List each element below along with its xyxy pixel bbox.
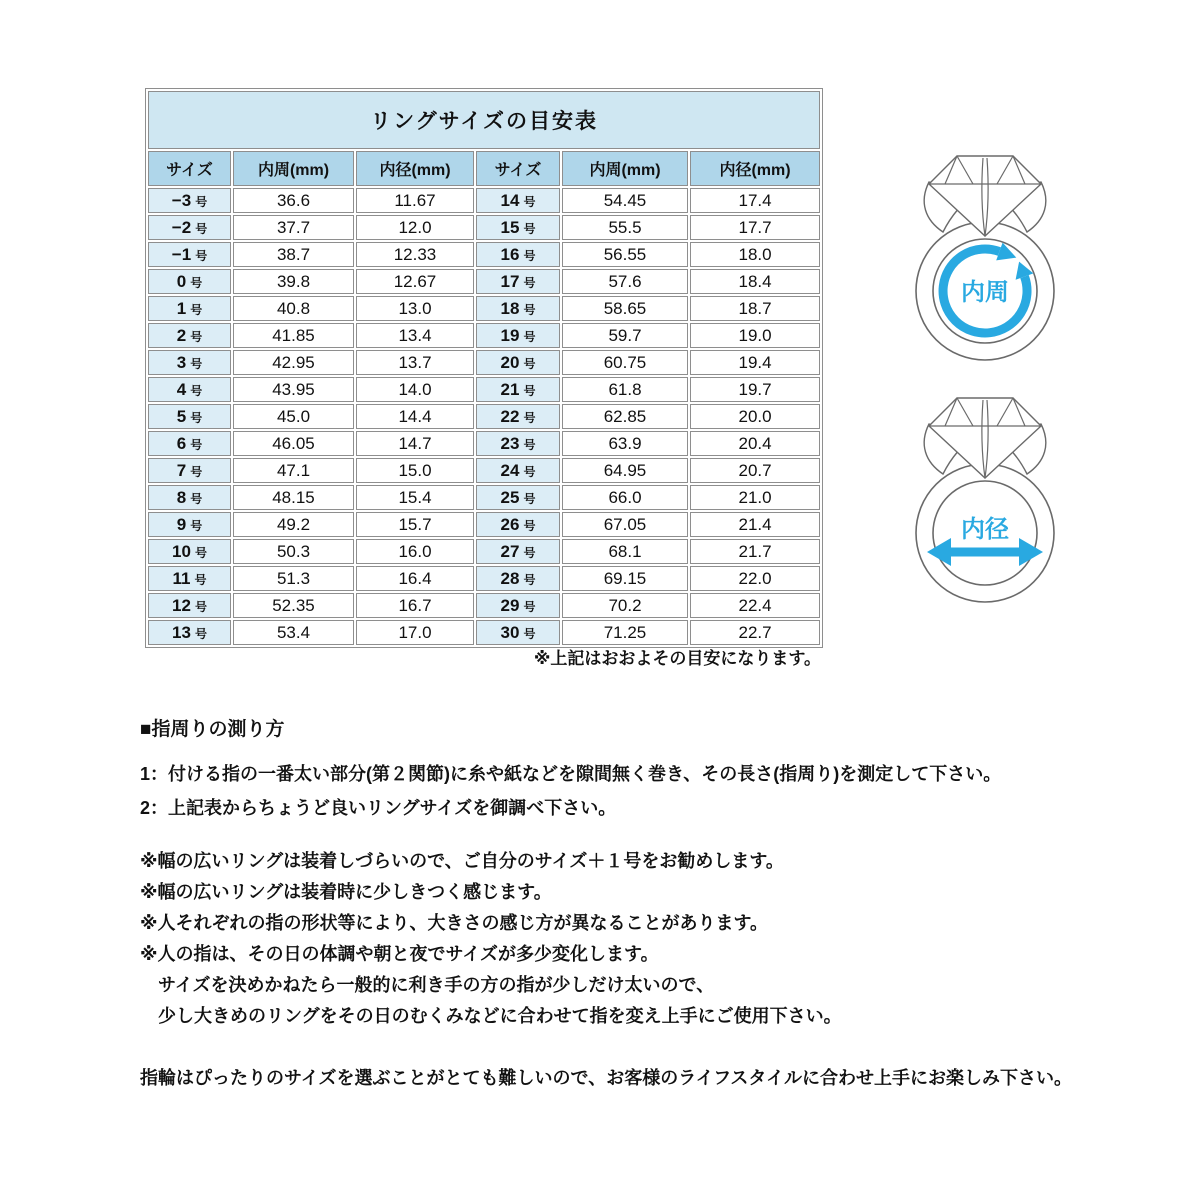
size-cell: 6 号 <box>148 431 231 456</box>
circumference-cell: 60.75 <box>562 350 688 375</box>
table-title: リングサイズの目安表 <box>148 91 820 149</box>
diameter-cell: 18.4 <box>690 269 820 294</box>
diameter-cell: 17.7 <box>690 215 820 240</box>
note-line-2: ※幅の広いリングは装着時に少しきつく感じます。 <box>140 882 552 902</box>
table-row <box>148 539 820 564</box>
table-row <box>148 620 820 645</box>
circumference-cell: 64.95 <box>562 458 688 483</box>
size-cell: 27 号 <box>476 539 560 564</box>
ring-with-diamond-icon <box>905 150 1065 365</box>
note-line-6: 少し大きめのリングをその日のむくみなどに合わせて指を変え上手にご使用下さい。 <box>140 1006 842 1026</box>
circumference-cell: 49.2 <box>233 512 354 537</box>
circumference-cell: 70.2 <box>562 593 688 618</box>
header-size-left: サイズ <box>148 151 231 186</box>
circumference-cell: 56.55 <box>562 242 688 267</box>
measuring-step-2: 2：上記表からちょうど良いリングサイズを御調べ下さい。 <box>140 798 617 818</box>
table-footnote: ※上記はおおよその目安になります。 <box>533 649 821 668</box>
size-cell: 14 号 <box>476 188 560 213</box>
table-row <box>148 323 820 348</box>
table-row <box>148 242 820 267</box>
diameter-cell: 15.4 <box>356 485 474 510</box>
diameter-cell: 18.7 <box>690 296 820 321</box>
ring-circumference-diagram <box>905 150 1065 365</box>
circumference-cell: 68.1 <box>562 539 688 564</box>
size-cell: 2 号 <box>148 323 231 348</box>
circumference-cell: 40.8 <box>233 296 354 321</box>
table-row <box>148 431 820 456</box>
size-cell: 24 号 <box>476 458 560 483</box>
circumference-cell: 50.3 <box>233 539 354 564</box>
size-cell: −1 号 <box>148 242 231 267</box>
table-row <box>148 377 820 402</box>
diameter-cell: 16.4 <box>356 566 474 591</box>
diameter-cell: 14.4 <box>356 404 474 429</box>
diameter-cell: 15.7 <box>356 512 474 537</box>
circumference-cell: 66.0 <box>562 485 688 510</box>
diameter-cell: 20.7 <box>690 458 820 483</box>
size-cell: 13 号 <box>148 620 231 645</box>
circumference-cell: 58.65 <box>562 296 688 321</box>
table-row <box>148 458 820 483</box>
size-cell: −3 号 <box>148 188 231 213</box>
circumference-cell: 51.3 <box>233 566 354 591</box>
diameter-cell: 13.4 <box>356 323 474 348</box>
size-cell: 9 号 <box>148 512 231 537</box>
diameter-cell: 12.33 <box>356 242 474 267</box>
note-line-4: ※人の指は、その日の体調や朝と夜でサイズが多少変化します。 <box>140 944 659 964</box>
table-header-row <box>148 151 820 186</box>
diameter-cell: 20.0 <box>690 404 820 429</box>
diameter-cell: 21.4 <box>690 512 820 537</box>
table-row <box>148 350 820 375</box>
circumference-cell: 38.7 <box>233 242 354 267</box>
measuring-heading: ■指周りの測り方 <box>140 719 285 740</box>
diameter-cell: 14.0 <box>356 377 474 402</box>
diameter-cell: 12.67 <box>356 269 474 294</box>
table-row <box>148 188 820 213</box>
diameter-cell: 21.7 <box>690 539 820 564</box>
size-cell: 5 号 <box>148 404 231 429</box>
diameter-cell: 19.4 <box>690 350 820 375</box>
size-cell: 18 号 <box>476 296 560 321</box>
circumference-cell: 39.8 <box>233 269 354 294</box>
circumference-cell: 67.05 <box>562 512 688 537</box>
diameter-cell: 19.7 <box>690 377 820 402</box>
diameter-cell: 16.7 <box>356 593 474 618</box>
size-cell: 7 号 <box>148 458 231 483</box>
circumference-cell: 42.95 <box>233 350 354 375</box>
circumference-cell: 71.25 <box>562 620 688 645</box>
table-body <box>148 188 820 645</box>
size-cell: 12 号 <box>148 593 231 618</box>
diameter-cell: 11.67 <box>356 188 474 213</box>
size-cell: 29 号 <box>476 593 560 618</box>
size-cell: 19 号 <box>476 323 560 348</box>
ring-size-table <box>145 88 823 648</box>
header-diameter-left: 内径(mm) <box>356 151 474 186</box>
circumference-cell: 36.6 <box>233 188 354 213</box>
circumference-cell: 41.85 <box>233 323 354 348</box>
circumference-label: 内周 <box>961 279 1009 306</box>
circumference-cell: 37.7 <box>233 215 354 240</box>
note-line-3: ※人それぞれの指の形状等により、大きさの感じ方が異なることがあります。 <box>140 913 769 933</box>
size-cell: 20 号 <box>476 350 560 375</box>
header-circumference-left: 内周(mm) <box>233 151 354 186</box>
circumference-cell: 47.1 <box>233 458 354 483</box>
table-row <box>148 296 820 321</box>
table-row <box>148 485 820 510</box>
size-cell: 1 号 <box>148 296 231 321</box>
note-line-5: サイズを決めかねたら一般的に利き手の方の指が少しだけ太いので、 <box>140 975 715 995</box>
closing-message: 指輪はぴったりのサイズを選ぶことがとても難しいので、お客様のライフスタイルに合わせ上手にお楽しみ下さい。 <box>140 1068 1073 1088</box>
diameter-cell: 22.4 <box>690 593 820 618</box>
table-row <box>148 215 820 240</box>
circumference-cell: 45.0 <box>233 404 354 429</box>
size-cell: 10 号 <box>148 539 231 564</box>
diameter-cell: 18.0 <box>690 242 820 267</box>
diameter-cell: 19.0 <box>690 323 820 348</box>
size-cell: 25 号 <box>476 485 560 510</box>
circumference-cell: 48.15 <box>233 485 354 510</box>
header-circumference-right: 内周(mm) <box>562 151 688 186</box>
diameter-cell: 14.7 <box>356 431 474 456</box>
diameter-cell: 17.0 <box>356 620 474 645</box>
size-cell: 0 号 <box>148 269 231 294</box>
circumference-cell: 62.85 <box>562 404 688 429</box>
diameter-cell: 17.4 <box>690 188 820 213</box>
circumference-cell: 61.8 <box>562 377 688 402</box>
diameter-cell: 13.0 <box>356 296 474 321</box>
size-cell: 15 号 <box>476 215 560 240</box>
diameter-cell: 21.0 <box>690 485 820 510</box>
size-cell: 4 号 <box>148 377 231 402</box>
ring-with-diamond-icon <box>905 392 1065 607</box>
circumference-cell: 46.05 <box>233 431 354 456</box>
circumference-cell: 43.95 <box>233 377 354 402</box>
table-row <box>148 404 820 429</box>
measuring-step-1: 1：付ける指の一番太い部分(第２関節)に糸や紙などを隙間無く巻き、その長さ(指周り)を測定して下さい。 <box>140 764 1002 784</box>
table-row <box>148 512 820 537</box>
table-row <box>148 566 820 591</box>
circumference-cell: 55.5 <box>562 215 688 240</box>
size-cell: 30 号 <box>476 620 560 645</box>
table-row <box>148 593 820 618</box>
circumference-cell: 69.15 <box>562 566 688 591</box>
circumference-cell: 59.7 <box>562 323 688 348</box>
circumference-cell: 54.45 <box>562 188 688 213</box>
diameter-label: 内径 <box>961 516 1009 543</box>
circumference-cell: 52.35 <box>233 593 354 618</box>
size-cell: 22 号 <box>476 404 560 429</box>
size-cell: 11 号 <box>148 566 231 591</box>
diameter-cell: 12.0 <box>356 215 474 240</box>
size-cell: 21 号 <box>476 377 560 402</box>
header-diameter-right: 内径(mm) <box>690 151 820 186</box>
size-cell: 8 号 <box>148 485 231 510</box>
diameter-cell: 22.7 <box>690 620 820 645</box>
circumference-cell: 53.4 <box>233 620 354 645</box>
size-cell: 23 号 <box>476 431 560 456</box>
size-cell: 3 号 <box>148 350 231 375</box>
circumference-cell: 57.6 <box>562 269 688 294</box>
ring-diameter-diagram <box>905 392 1065 607</box>
header-size-right: サイズ <box>476 151 560 186</box>
size-cell: 17 号 <box>476 269 560 294</box>
diameter-cell: 16.0 <box>356 539 474 564</box>
diameter-cell: 13.7 <box>356 350 474 375</box>
ring-size-table-block <box>145 88 823 648</box>
diameter-cell: 20.4 <box>690 431 820 456</box>
size-cell: 28 号 <box>476 566 560 591</box>
size-cell: 26 号 <box>476 512 560 537</box>
notes-section <box>140 846 1090 1032</box>
circumference-cell: 63.9 <box>562 431 688 456</box>
diameter-cell: 22.0 <box>690 566 820 591</box>
size-cell: −2 号 <box>148 215 231 240</box>
measuring-section <box>140 714 1090 825</box>
table-title-row <box>148 91 820 149</box>
diameter-cell: 15.0 <box>356 458 474 483</box>
note-line-1: ※幅の広いリングは装着しづらいので、ご自分のサイズ＋１号をお勧めします。 <box>140 851 784 871</box>
table-row <box>148 269 820 294</box>
size-cell: 16 号 <box>476 242 560 267</box>
